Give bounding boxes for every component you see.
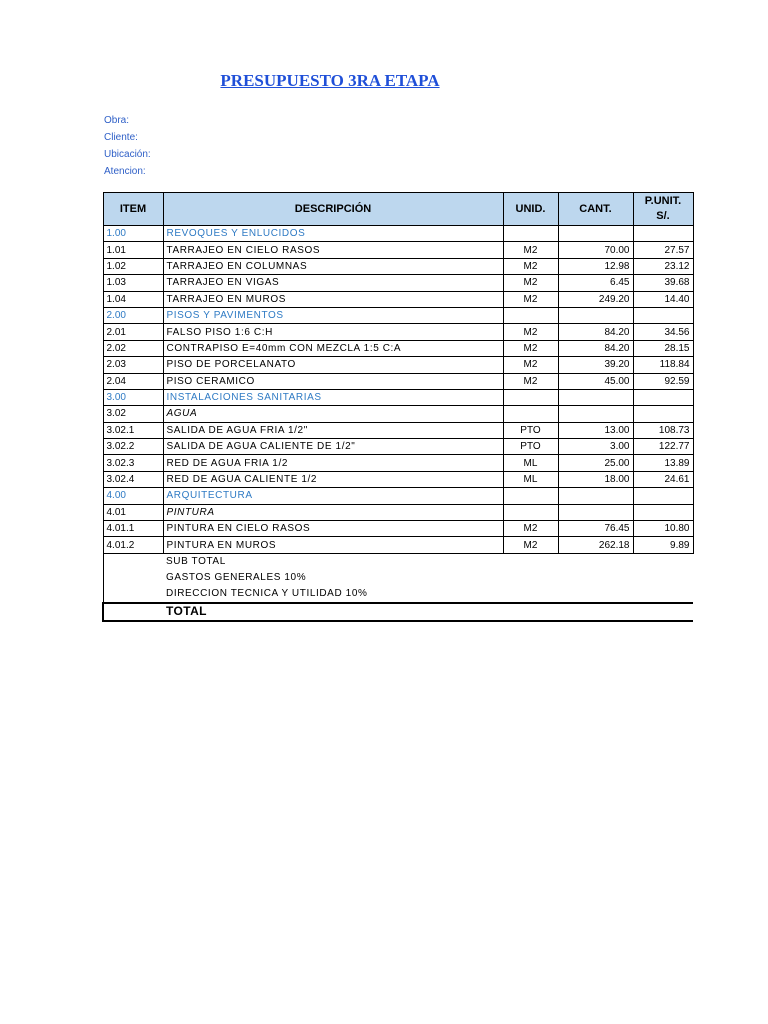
quantity-cell [558,504,633,520]
table-row [103,373,693,389]
unit-cell [503,488,558,504]
ubicacion-label: Ubicación: [104,149,151,160]
table-row [103,258,693,274]
description-cell: ARQUITECTURA [163,488,503,504]
item-cell: 4.01 [103,504,163,520]
table-header [103,193,693,226]
unit-cell: M2 [503,340,558,356]
description-cell: TARRAJEO EN CIELO RASOS [163,242,503,258]
quantity-cell: 25.00 [558,455,633,471]
description-cell: PISOS Y PAVIMENTOS [163,307,503,323]
quantity-cell: 70.00 [558,242,633,258]
item-cell: 4.00 [103,488,163,504]
total-row [103,603,693,621]
description-cell: PINTURA [163,504,503,520]
item-cell: 1.02 [103,258,163,274]
description-cell: RED DE AGUA CALIENTE 1/2 [163,471,503,487]
direccion-row [103,586,693,603]
unit-cell [503,406,558,422]
quantity-cell [558,488,633,504]
unit-cell [503,226,558,242]
quantity-cell [558,307,633,323]
unit-price-cell: 118.84 [633,357,693,373]
quantity-cell: 249.20 [558,291,633,307]
page-title: PRESUPUESTO 3RA ETAPA [220,71,440,90]
unit-cell [503,389,558,405]
item-cell: 2.00 [103,307,163,323]
unit-cell: PTO [503,439,558,455]
quantity-cell: 18.00 [558,471,633,487]
header-unid: UNID. [503,193,558,226]
quantity-cell: 84.20 [558,340,633,356]
unit-price-cell [633,488,693,504]
obra-label: Obra: [104,115,130,126]
subtotal-label: SUB TOTAL [166,556,226,568]
item-cell: 4.01.1 [103,521,163,537]
unit-cell: PTO [503,422,558,438]
item-cell: 3.02 [103,406,163,422]
quantity-cell: 3.00 [558,439,633,455]
unit-cell: M2 [503,258,558,274]
table-row [103,357,693,373]
unit-price-cell [633,406,693,422]
quantity-cell: 262.18 [558,537,633,553]
description-cell: REVOQUES Y ENLUCIDOS [163,226,503,242]
table-row [103,537,693,553]
project-info [104,112,151,180]
quantity-cell: 39.20 [558,357,633,373]
unit-price-cell: 122.77 [633,439,693,455]
unit-cell: M2 [503,373,558,389]
header-descripcion: DESCRIPCIÓN [163,193,503,226]
unit-cell: M2 [503,537,558,553]
unit-cell: M2 [503,275,558,291]
item-cell: 3.02.2 [103,439,163,455]
description-cell: TARRAJEO EN VIGAS [163,275,503,291]
unit-cell: M2 [503,242,558,258]
unit-price-cell: 24.61 [633,471,693,487]
quantity-cell [558,226,633,242]
direccion-label: DIRECCION TECNICA Y UTILIDAD 10% [166,588,368,600]
quantity-cell [558,406,633,422]
unit-price-cell: 14.40 [633,291,693,307]
section-row [103,226,693,242]
description-cell: CONTRAPISO E=40mm CON MEZCLA 1:5 C:A [163,340,503,356]
subtotal-row [103,553,693,570]
description-cell: RED DE AGUA FRIA 1/2 [163,455,503,471]
item-cell: 1.00 [103,226,163,242]
quantity-cell: 6.45 [558,275,633,291]
description-cell: TARRAJEO EN MUROS [163,291,503,307]
gastos-row [103,570,693,586]
table-row [103,291,693,307]
unit-price-cell: 108.73 [633,422,693,438]
table-row [103,340,693,356]
unit-price-cell: 13.89 [633,455,693,471]
quantity-cell: 84.20 [558,324,633,340]
item-cell: 2.03 [103,357,163,373]
unit-price-cell: 39.68 [633,275,693,291]
unit-price-cell: 23.12 [633,258,693,274]
quantity-cell: 45.00 [558,373,633,389]
unit-cell: M2 [503,357,558,373]
section-row [103,389,693,405]
unit-price-cell [633,389,693,405]
item-cell: 3.00 [103,389,163,405]
quantity-cell: 12.98 [558,258,633,274]
unit-cell: ML [503,471,558,487]
unit-cell: M2 [503,324,558,340]
cliente-label: Cliente: [104,132,138,143]
atencion-label: Atencion: [104,166,146,177]
subsection-row [103,406,693,422]
description-cell: SALIDA DE AGUA FRIA 1/2" [163,422,503,438]
item-cell: 1.04 [103,291,163,307]
unit-price-cell: 92.59 [633,373,693,389]
description-cell: INSTALACIONES SANITARIAS [163,389,503,405]
budget-table [102,192,694,622]
table-row [103,455,693,471]
description-cell: AGUA [163,406,503,422]
header-item: ITEM [103,193,163,226]
subsection-row [103,504,693,520]
table-row [103,242,693,258]
unit-cell [503,504,558,520]
quantity-cell: 76.45 [558,521,633,537]
item-cell: 3.02.1 [103,422,163,438]
unit-price-cell [633,307,693,323]
description-cell: PINTURA EN CIELO RASOS [163,521,503,537]
item-cell: 4.01.2 [103,537,163,553]
item-cell: 1.01 [103,242,163,258]
total-label: TOTAL [163,603,503,621]
quantity-cell: 13.00 [558,422,633,438]
quantity-cell [558,389,633,405]
unit-price-cell: 27.57 [633,242,693,258]
section-row [103,488,693,504]
header-punit-line2: S/. [656,210,670,222]
table-row [103,439,693,455]
section-row [103,307,693,323]
description-cell: SALIDA DE AGUA CALIENTE DE 1/2" [163,439,503,455]
table-body [103,226,693,554]
header-cant: CANT. [558,193,633,226]
gastos-label: GASTOS GENERALES 10% [166,572,307,584]
description-cell: PINTURA EN MUROS [163,537,503,553]
totals-section [103,553,693,621]
table-row [103,275,693,291]
unit-price-cell [633,504,693,520]
item-cell: 2.02 [103,340,163,356]
description-cell: PISO DE PORCELANATO [163,357,503,373]
table-row [103,521,693,537]
unit-price-cell [633,226,693,242]
unit-price-cell: 34.56 [633,324,693,340]
unit-cell: M2 [503,521,558,537]
header-punit [633,193,693,226]
table-row [103,422,693,438]
unit-cell: ML [503,455,558,471]
item-cell: 2.04 [103,373,163,389]
unit-price-cell: 28.15 [633,340,693,356]
item-cell: 3.02.4 [103,471,163,487]
table-row [103,471,693,487]
item-cell: 2.01 [103,324,163,340]
unit-cell [503,307,558,323]
unit-cell: M2 [503,291,558,307]
unit-price-cell: 10.80 [633,521,693,537]
table-row [103,324,693,340]
description-cell: PISO CERAMICO [163,373,503,389]
description-cell: FALSO PISO 1:6 C:H [163,324,503,340]
header-punit-line1: P.UNIT. [644,195,682,207]
item-cell: 3.02.3 [103,455,163,471]
item-cell: 1.03 [103,275,163,291]
description-cell: TARRAJEO EN COLUMNAS [163,258,503,274]
unit-price-cell: 9.89 [633,537,693,553]
